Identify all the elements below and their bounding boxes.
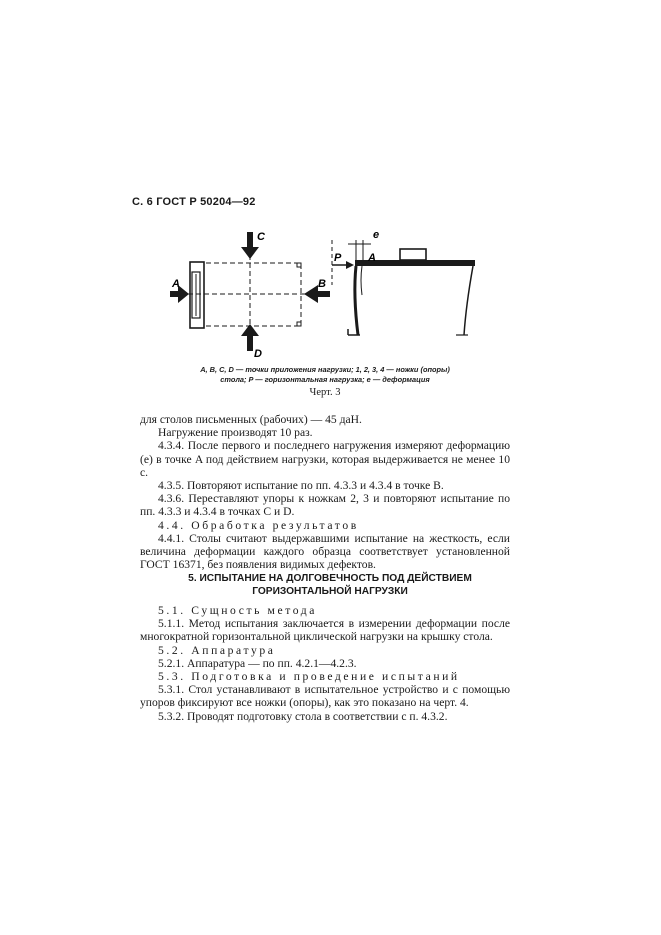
label-b: B bbox=[318, 278, 326, 290]
paragraph-5-1-1: 5.1.1. Метод испытания заключается в измерении деформации после многократной горизонтальной циклической нагрузки на крышку стола. bbox=[140, 617, 510, 644]
label-d: D bbox=[254, 348, 262, 360]
paragraph-4-3-5: 4.3.5. Повторяют испытание по пп. 4.3.3 и 4.3.4 в точке B. bbox=[158, 479, 444, 493]
subsection-heading-4-4: 4.4. Обработка результатов bbox=[158, 518, 359, 532]
paragraph-5-3-2: 5.3.2. Проводят подготовку стола в соответствии с п. 4.3.2. bbox=[158, 709, 448, 723]
subsection-heading-5-2: 5.2. Аппаратура bbox=[158, 643, 276, 657]
subsection-heading-5-3: 5.3. Подготовка и проведение испытаний bbox=[158, 670, 460, 684]
figure-caption-line2: стола; P — горизонтальная нагрузка; e — деформация bbox=[220, 375, 430, 384]
section-title-line2: ГОРИЗОНТАЛЬНОЙ НАГРУЗКИ bbox=[252, 585, 408, 597]
label-e: e bbox=[373, 229, 380, 241]
paragraph-5-2-1: 5.2.1. Аппаратура — по пп. 4.2.1—4.2.3. bbox=[158, 656, 357, 670]
page-header: С. 6 ГОСТ Р 50204—92 bbox=[132, 196, 256, 208]
paragraph: Нагружение производят 10 раз. bbox=[158, 426, 313, 440]
body-text-block bbox=[140, 413, 510, 571]
paragraph-5-3-1: 5.3.1. Стол устанавливают в испытательное устройство и с помощью упоров фиксируют все ножки (опоры), как это показано на черт. 4. bbox=[140, 683, 510, 710]
figure-drawing bbox=[170, 225, 490, 360]
subsection-heading-5-1: 5.1. Сущность метода bbox=[158, 604, 318, 617]
paragraph: для столов письменных (рабочих) — 45 даН. bbox=[140, 413, 362, 426]
paragraph-4-3-4: 4.3.4. После первого и последнего нагружения измеряют деформацию (e) в точке A под действием нагрузки, которая выдерживается не менее 10 с. bbox=[140, 439, 510, 479]
figure-number: Черт. 3 bbox=[309, 387, 341, 398]
section5-text-block bbox=[140, 604, 510, 723]
section-title-line1: 5. ИСПЫТАНИЕ НА ДОЛГОВЕЧНОСТЬ ПОД ДЕЙСТВИЕМ bbox=[188, 573, 472, 584]
paragraph-4-4-1: 4.4.1. Столы считают выдержавшими испытание на жесткость, если величина деформации каждого образца соответствует установленной ГОСТ 16371, без появления видимых дефектов. bbox=[140, 531, 510, 572]
plan-view bbox=[180, 255, 315, 335]
paragraph-4-3-6: 4.3.6. Переставляют упоры к ножкам 2, 3 и повторяют испытание по пп. 4.3.3 и 4.3.4 в точках C и D. bbox=[140, 492, 510, 519]
label-c: C bbox=[257, 231, 265, 243]
side-view bbox=[332, 240, 475, 335]
label-p: P bbox=[334, 252, 342, 264]
section-title bbox=[150, 573, 510, 598]
label-a-side: A bbox=[368, 252, 376, 264]
label-a: A bbox=[172, 278, 180, 290]
figure-caption-line1: A, B, C, D — точки приложения нагрузки; 1, 2, 3, 4 — ножки (опоры) bbox=[200, 365, 450, 374]
